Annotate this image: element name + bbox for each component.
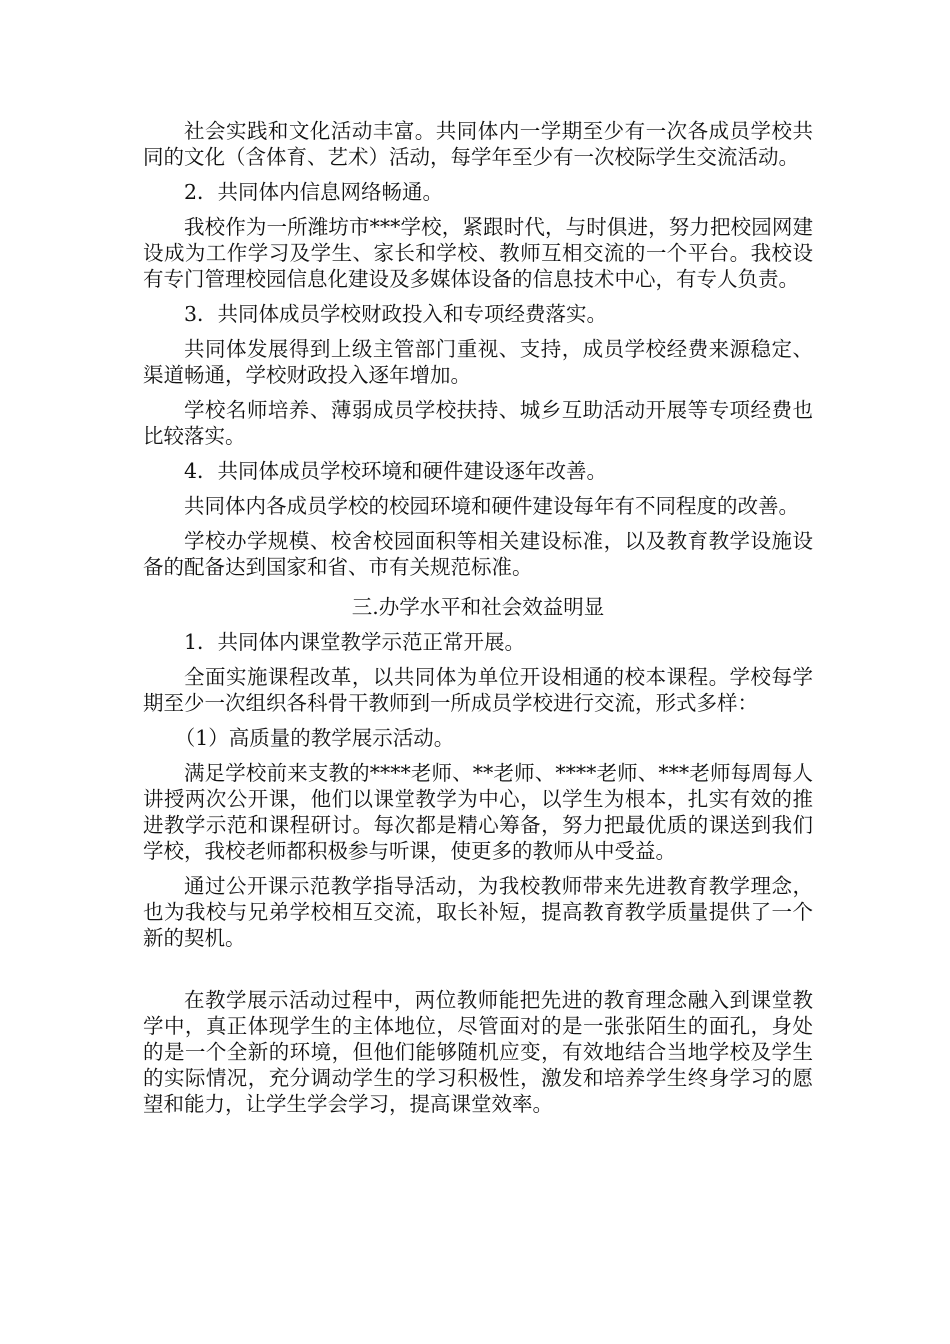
paragraph-cultural-activities: 社会实践和文化活动丰富。共同体内一学期至少有一次各成员学校共同的文化（含体育、艺术）活动，每学年至少有一次校际学生交流活动。 (143, 119, 813, 169)
subitem-1-showcase: （1）高质量的教学展示活动。 (174, 726, 455, 750)
paragraph-campus-network: 我校作为一所潍坊市***学校，紧跟时代，与时俱进，努力把校园网建设成为工作学习及学生、家长和学校、教师互相交流的一个平台。我校设有专门管理校园信息化建设及多媒体设备的信息技术中心，有专人负责。 (143, 215, 813, 291)
paragraph-standards: 学校办学规模、校舍校园面积等相关建设标准，以及教育教学设施设备的配备达到国家和省、市有关规范标准。 (143, 529, 813, 579)
paragraph-curriculum-reform: 全面实施课程改革，以共同体为单位开设相通的校本课程。学校每学期至少一次组织各科骨干教师到一所成员学校进行交流，形式多样： (143, 665, 813, 715)
paragraph-funding-sources: 共同体发展得到上级主管部门重视、支持，成员学校经费来源稳定、渠道畅通，学校财政投入逐年增加。 (143, 337, 813, 387)
paragraph-campus-improvement: 共同体内各成员学校的校园环境和硬件建设每年有不同程度的改善。 (184, 494, 799, 518)
paragraph-visiting-teachers: 满足学校前来支教的****老师、**老师、****老师、***老师每周每人讲授两次公开课，他们以课堂教学为中心，以学生为根本，扎实有效的推进教学示范和课程研讨。每次都是精心筹备，努力把最优质的课送到我们学校，我校老师都积极参与听课，使更多的教师从中受益。 (143, 761, 813, 863)
item-4-environment: 4．共同体成员学校环境和硬件建设逐年改善。 (184, 459, 608, 483)
document-body (143, 118, 813, 1126)
section-heading-3: 三.办学水平和社会效益明显 (351, 595, 605, 619)
paragraph-open-class: 通过公开课示范教学指导活动，为我校教师带来先进教育教学理念，也为我校与兄弟学校相互交流，取长补短，提高教育教学质量提供了一个新的契机。 (143, 874, 813, 950)
paragraph-showcase-process: 在教学展示活动过程中，两位教师能把先进的教育理念融入到课堂教学中，真正体现学生的主体地位，尽管面对的是一张张陌生的面孔，身处的是一个全新的环境，但他们能够随机应变，有效地结合当地学校及学生的实际情况，充分调动学生的学习积极性，激发和培养学生终身学习的愿望和能力，让学生学会学习，提高课堂效率。 (143, 988, 813, 1116)
item-2-network: 2．共同体内信息网络畅通。 (184, 180, 444, 204)
item-1-demonstration: 1．共同体内课堂教学示范正常开展。 (184, 630, 526, 654)
item-3-finance: 3．共同体成员学校财政投入和专项经费落实。 (184, 302, 608, 326)
paragraph-special-funds: 学校名师培养、薄弱成员学校扶持、城乡互助活动开展等专项经费也比较落实。 (143, 398, 813, 448)
